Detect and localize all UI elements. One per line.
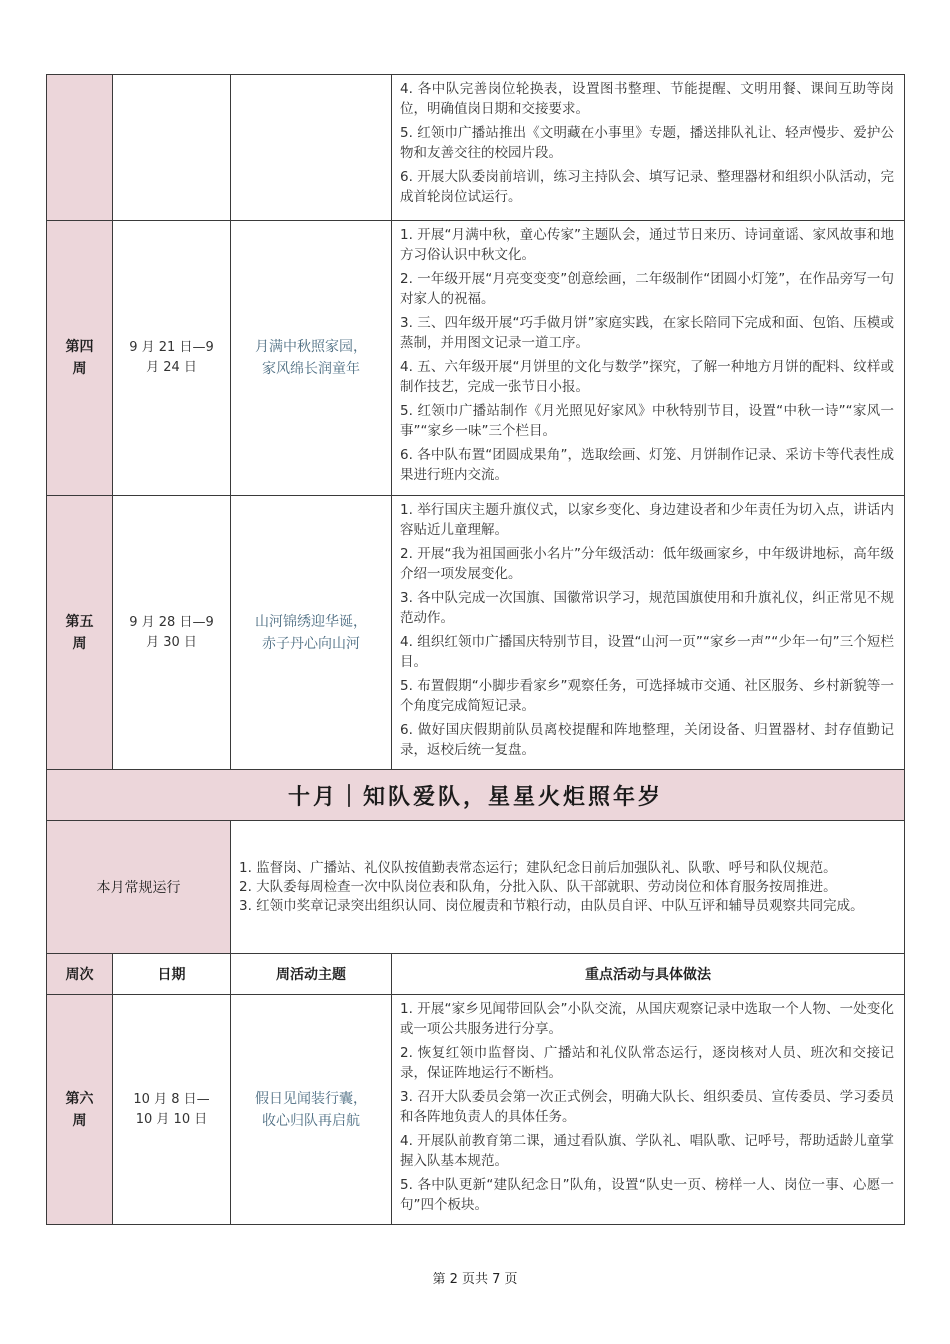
theme-cell: 月满中秋照家园， 家风绵长润童年 xyxy=(231,221,392,496)
activity-item: 5. 红领巾广播站推出《文明藏在小事里》专题，播送排队礼让、轻声慢步、爱护公物和友善交往的校园片段。 xyxy=(400,125,894,161)
routine-item: 1. 监督岗、广播站、礼仪队按值勤表常态运行；建队纪念日前后加强队礼、队歌、呼号和队仪规范。 xyxy=(239,859,837,876)
table-row-week-5 xyxy=(47,496,905,770)
week-cell: 第六 周 xyxy=(47,995,113,1225)
activities-cell xyxy=(392,75,905,221)
activities-cell xyxy=(392,496,905,770)
activity-item: 3. 召开大队委员会第一次正式例会，明确大队长、组织委员、宣传委员、学习委员和各阵地负责人的具体任务。 xyxy=(400,1089,894,1125)
week-cell xyxy=(47,75,113,221)
activity-item: 4. 开展队前教育第二课，通过看队旗、学队礼、唱队歌、记呼号，帮助适龄儿童掌握入队基本规范。 xyxy=(400,1133,894,1169)
month-title: 十月｜知队爱队，星星火炬照年岁 xyxy=(47,770,905,821)
date-cell: 9 月 28 日—9 月 30 日 xyxy=(113,496,231,770)
date-cell: 10 月 8 日— 10 月 10 日 xyxy=(113,995,231,1225)
table-row-continued xyxy=(47,75,905,221)
activity-item: 4. 各中队完善岗位轮换表，设置图书整理、节能提醒、文明用餐、课间互助等岗位，明确值岗日期和交接要求。 xyxy=(400,81,894,117)
header-activities: 重点活动与具体做法 xyxy=(392,954,905,995)
table-row-week-4 xyxy=(47,221,905,496)
activity-item: 3. 三、四年级开展“巧手做月饼”家庭实践，在家长陪同下完成和面、包馅、压模或蒸制，并用图文记录一道工序。 xyxy=(400,315,894,351)
date-cell: 9 月 21 日—9 月 24 日 xyxy=(113,221,231,496)
theme-cell: 山河锦绣迎华诞， 赤子丹心向山河 xyxy=(231,496,392,770)
activity-item: 5. 红领巾广播站制作《月光照见好家风》中秋特别节目，设置“中秋一诗”“家风一事”“家乡一味”三个栏目。 xyxy=(400,403,894,439)
activity-item: 2. 开展“我为祖国画张小名片”分年级活动：低年级画家乡，中年级讲地标，高年级介绍一项发展变化。 xyxy=(400,546,894,582)
table-header-row xyxy=(47,954,905,995)
page-footer: 第 2 页共 7 页 xyxy=(432,1272,518,1287)
header-date: 日期 xyxy=(113,954,231,995)
activity-item: 1. 举行国庆主题升旗仪式，以家乡变化、身边建设者和少年责任为切入点，讲话内容贴近儿童理解。 xyxy=(400,502,894,538)
activity-item: 2. 恢复红领巾监督岗、广播站和礼仪队常态运行，逐岗核对人员、班次和交接记录，保证阵地运行不断档。 xyxy=(400,1045,894,1081)
activity-item: 3. 各中队完成一次国旗、国徽常识学习，规范国旗使用和升旗礼仪，纠正常见不规范动作。 xyxy=(400,590,894,626)
activity-item: 5. 布置假期“小脚步看家乡”观察任务，可选择城市交通、社区服务、乡村新貌等一个角度完成简短记录。 xyxy=(400,678,894,714)
monthly-routine-row xyxy=(47,821,905,954)
activities-cell xyxy=(392,221,905,496)
activity-item: 6. 开展大队委岗前培训，练习主持队会、填写记录、整理器材和组织小队活动，完成首轮岗位试运行。 xyxy=(400,169,894,205)
activity-item: 1. 开展“家乡见闻带回队会”小队交流，从国庆观察记录中选取一个人物、一处变化或一项公共服务进行分享。 xyxy=(400,1001,894,1037)
theme-cell: 假日见闻装行囊， 收心归队再启航 xyxy=(231,995,392,1225)
activity-item: 6. 各中队布置“团圆成果角”，选取绘画、灯笼、月饼制作记录、采访卡等代表性成果进行班内交流。 xyxy=(400,447,894,483)
table-row-week-6 xyxy=(47,995,905,1225)
activity-item: 2. 一年级开展“月亮变变变”创意绘画，二年级制作“团圆小灯笼”，在作品旁写一句对家人的祝福。 xyxy=(400,271,894,307)
activity-item: 4. 五、六年级开展“月饼里的文化与数学”探究，了解一种地方月饼的配料、纹样或制作技艺，完成一张节日小报。 xyxy=(400,359,894,395)
activity-item: 5. 各中队更新“建队纪念日”队角，设置“队史一页、榜样一人、岗位一事、心愿一句”四个板块。 xyxy=(400,1177,894,1213)
theme-cell xyxy=(231,75,392,221)
month-title-row xyxy=(47,770,905,821)
header-week: 周次 xyxy=(47,954,113,995)
routine-item: 2. 大队委每周检查一次中队岗位表和队角，分批入队、队干部就职、劳动岗位和体育服务按周推进。 xyxy=(239,878,837,895)
activities-cell xyxy=(392,995,905,1225)
routine-item: 3. 红领巾奖章记录突出组织认同、岗位履责和节粮行动，由队员自评、中队互评和辅导员观察共同完成。 xyxy=(239,897,864,914)
routine-content xyxy=(231,821,905,954)
activity-plan-table xyxy=(46,74,905,1225)
date-cell xyxy=(113,75,231,221)
routine-label: 本月常规运行 xyxy=(47,821,231,954)
week-cell: 第五 周 xyxy=(47,496,113,770)
header-theme: 周活动主题 xyxy=(231,954,392,995)
activity-item: 4. 组织红领巾广播国庆特别节目，设置“山河一页”“家乡一声”“少年一句”三个短栏目。 xyxy=(400,634,894,670)
activity-item: 6. 做好国庆假期前队员离校提醒和阵地整理，关闭设备、归置器材、封存值勤记录，返校后统一复盘。 xyxy=(400,722,894,758)
activity-item: 1. 开展“月满中秋，童心传家”主题队会，通过节日来历、诗词童谣、家风故事和地方习俗认识中秋文化。 xyxy=(400,227,894,263)
week-cell: 第四 周 xyxy=(47,221,113,496)
